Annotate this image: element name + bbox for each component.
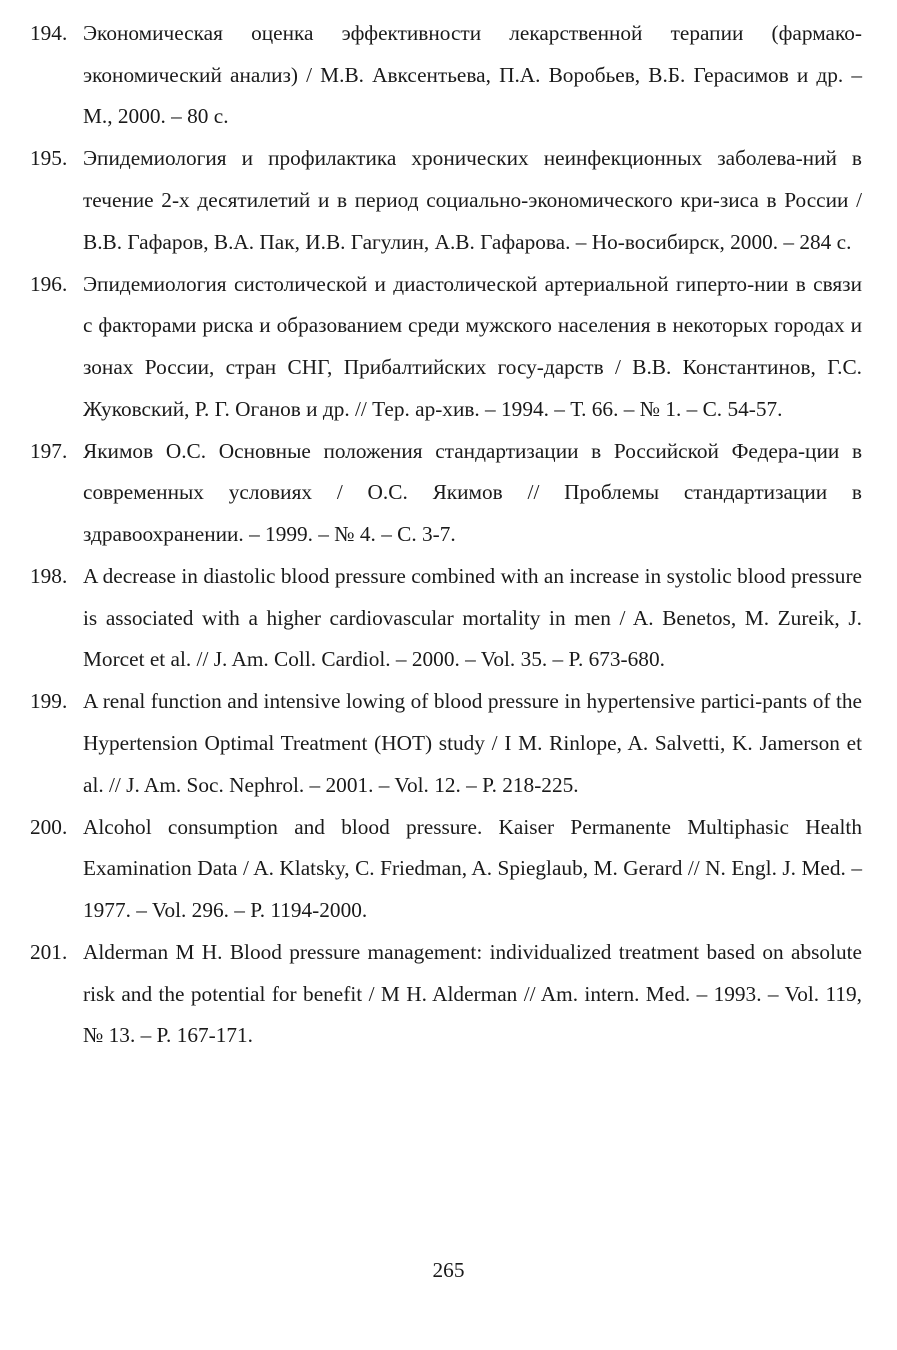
reference-number: 201. — [30, 940, 68, 965]
reference-list — [30, 13, 862, 1058]
page-number: 265 — [432, 1258, 465, 1282]
reference-number: 195. — [30, 146, 68, 171]
reference-number: 200. — [30, 814, 68, 839]
reference-item — [30, 556, 862, 681]
reference-text: Эпидемиология систолической и диастолической артериальной гиперто-нии в связи с факторами риска и образованием среди мужского населения в некоторых городах и зонах России, стран СНГ, Прибалтийских госу-дарств / В.В. Константинов, Г.С. Жуковский, Р. Г. Оганов и др. // Тер. ар-хив. – 1994. – Т. 66. – № 1. – С. 54-57. — [83, 271, 862, 421]
reference-item — [30, 681, 862, 806]
reference-item — [30, 431, 862, 556]
reference-number: 194. — [30, 21, 68, 45]
reference-number: 197. — [30, 438, 68, 463]
reference-number: 196. — [30, 271, 68, 296]
reference-item — [30, 138, 862, 263]
reference-text: A decrease in diastolic blood pressure combined with an increase in systolic blood pressure is associated with a higher cardiovascular mortality in men / A. Benetos, M. Zureik, J. Morcet et al. // J. Am. Coll. Cardiol. – 2000. – Vol. 35. – P. 673-680. — [83, 564, 862, 672]
reference-item — [30, 932, 862, 1057]
reference-item — [30, 13, 862, 138]
reference-text: Эпидемиология и профилактика хронических неинфекционных заболева-ний в течение 2-х десятилетий и в период социально-экономического кри-зиса в России / В.В. Гафаров, В.А. Пак, И.В. Гагулин, А.В. Гафарова. – Но-восибирск, 2000. – 284 с. — [83, 146, 862, 254]
reference-item — [30, 264, 862, 430]
reference-number: 199. — [30, 689, 68, 714]
reference-text: Alderman M H. Blood pressure management: individualized treatment based on absolute risk and the potential for benefit / M H. Alderman // Am. intern. Med. – 1993. – Vol. 119, № 13. – P. 167-171. — [83, 940, 862, 1048]
reference-text: Alcohol consumption and blood pressure. Kaiser Permanente Multiphasic Health Examination Data / A. Klatsky, C. Friedman, A. Spieglaub, M. Gerard // N. Engl. J. Med. – 1977. – Vol. 296. – P. 1194-2000. — [83, 814, 862, 923]
reference-item — [30, 807, 862, 932]
reference-number: 198. — [30, 564, 68, 589]
reference-text: Якимов О.С. Основные положения стандартизации в Российской Федера-ции в современных условиях / О.С. Якимов // Проблемы стандартизации в здравоохранении. – 1999. – № 4. – С. 3-7. — [83, 438, 862, 546]
reference-text: A renal function and intensive lowing of blood pressure in hypertensive partici-pants of the Hypertension Optimal Treatment (HOT) study / I M. Rinlope, A. Salvetti, K. Jamerson et al. // J. Am. Soc. Nephrol. – 2001. – Vol. 12. – P. 218-225. — [83, 689, 862, 797]
reference-text: Экономическая оценка эффективности лекарственной терапии (фармако-экономический анализ) / М.В. Авксентьева, П.А. Воробьев, В.Б. Герасимов и др. – М., 2000. – 80 с. — [83, 21, 862, 129]
